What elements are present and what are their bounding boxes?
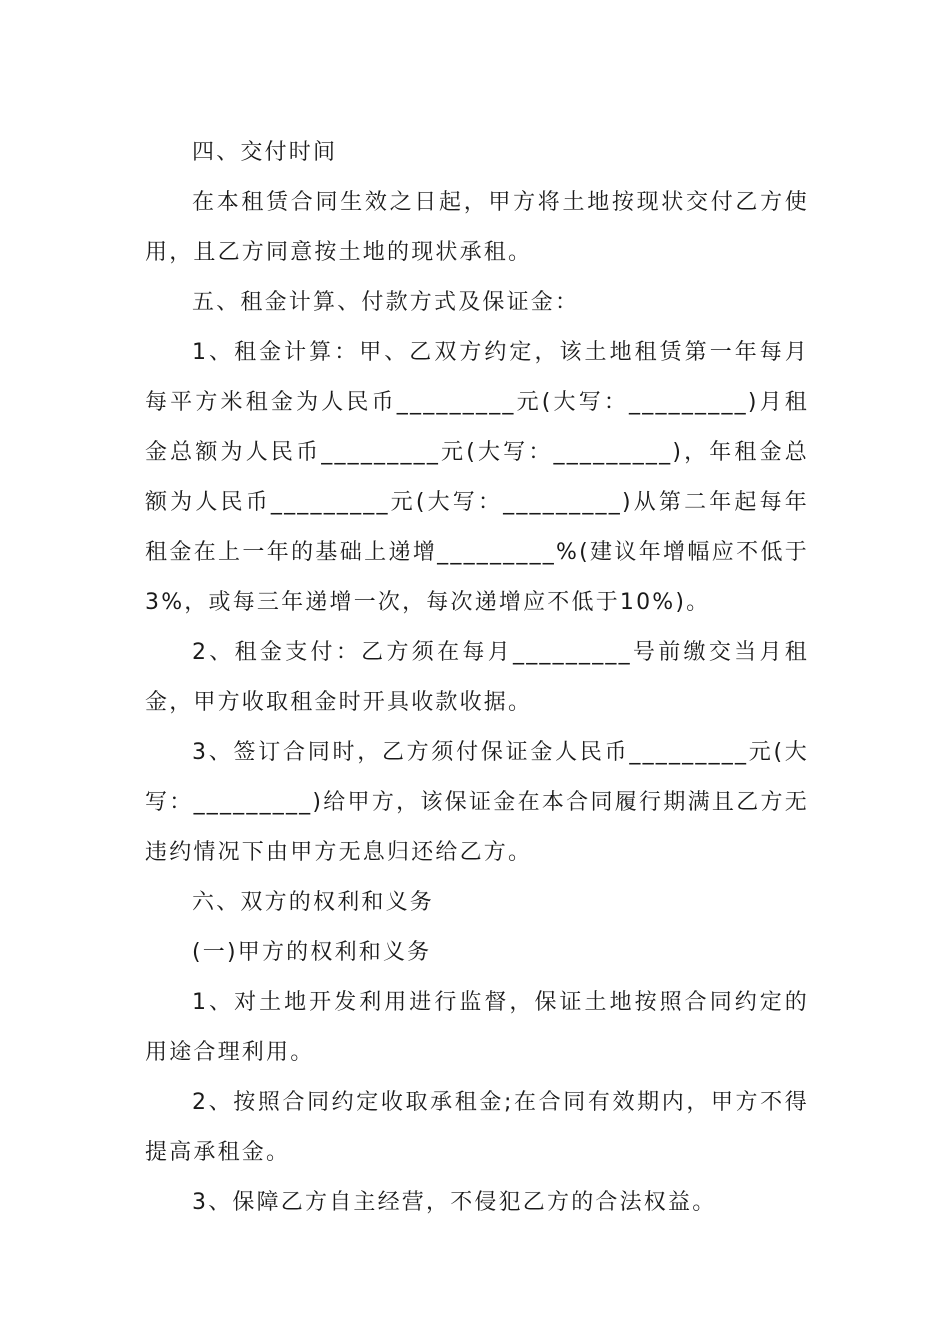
section-heading-rent-payment-deposit: 五、租金计算、付款方式及保证金： xyxy=(192,290,580,315)
subsection-heading-party-a: (一)甲方的权利和义务 xyxy=(192,940,432,965)
document-page xyxy=(145,128,809,1228)
paragraph-rent-payment: 2、租金支付：乙方须在每月_________号前缴交当月租金，甲方收取租金时开具收款收据。 xyxy=(145,640,809,715)
list-item-supervision: 1、对土地开发利用进行监督，保证土地按照合同约定的用途合理利用。 xyxy=(145,990,809,1065)
paragraph-rent-calculation: 1、租金计算：甲、乙双方约定，该土地租赁第一年每月每平方米租金为人民币_________元(大写：_________)月租金总额为人民币_________元(大写：_________)，年租金总额为人民币_________元(大写：_________)从第二年起每年租金在上一年的基础上递增_________%(建议年增幅应不低于3%，或每三年递增一次，每次递增应不低于10%)。 xyxy=(145,340,809,615)
paragraph-delivery-terms: 在本租赁合同生效之日起，甲方将土地按现状交付乙方使用，且乙方同意按土地的现状承租。 xyxy=(145,190,809,265)
list-item-protect-rights: 3、保障乙方自主经营，不侵犯乙方的合法权益。 xyxy=(192,1190,717,1215)
section-heading-rights-obligations: 六、双方的权利和义务 xyxy=(192,890,435,915)
list-item-collect-rent: 2、按照合同约定收取承租金;在合同有效期内，甲方不得提高承租金。 xyxy=(145,1090,809,1165)
section-heading-delivery-time: 四、交付时间 xyxy=(192,140,338,165)
paragraph-deposit: 3、签订合同时，乙方须付保证金人民币_________元(大写：_________)给甲方，该保证金在本合同履行期满且乙方无违约情况下由甲方无息归还给乙方。 xyxy=(145,740,809,865)
